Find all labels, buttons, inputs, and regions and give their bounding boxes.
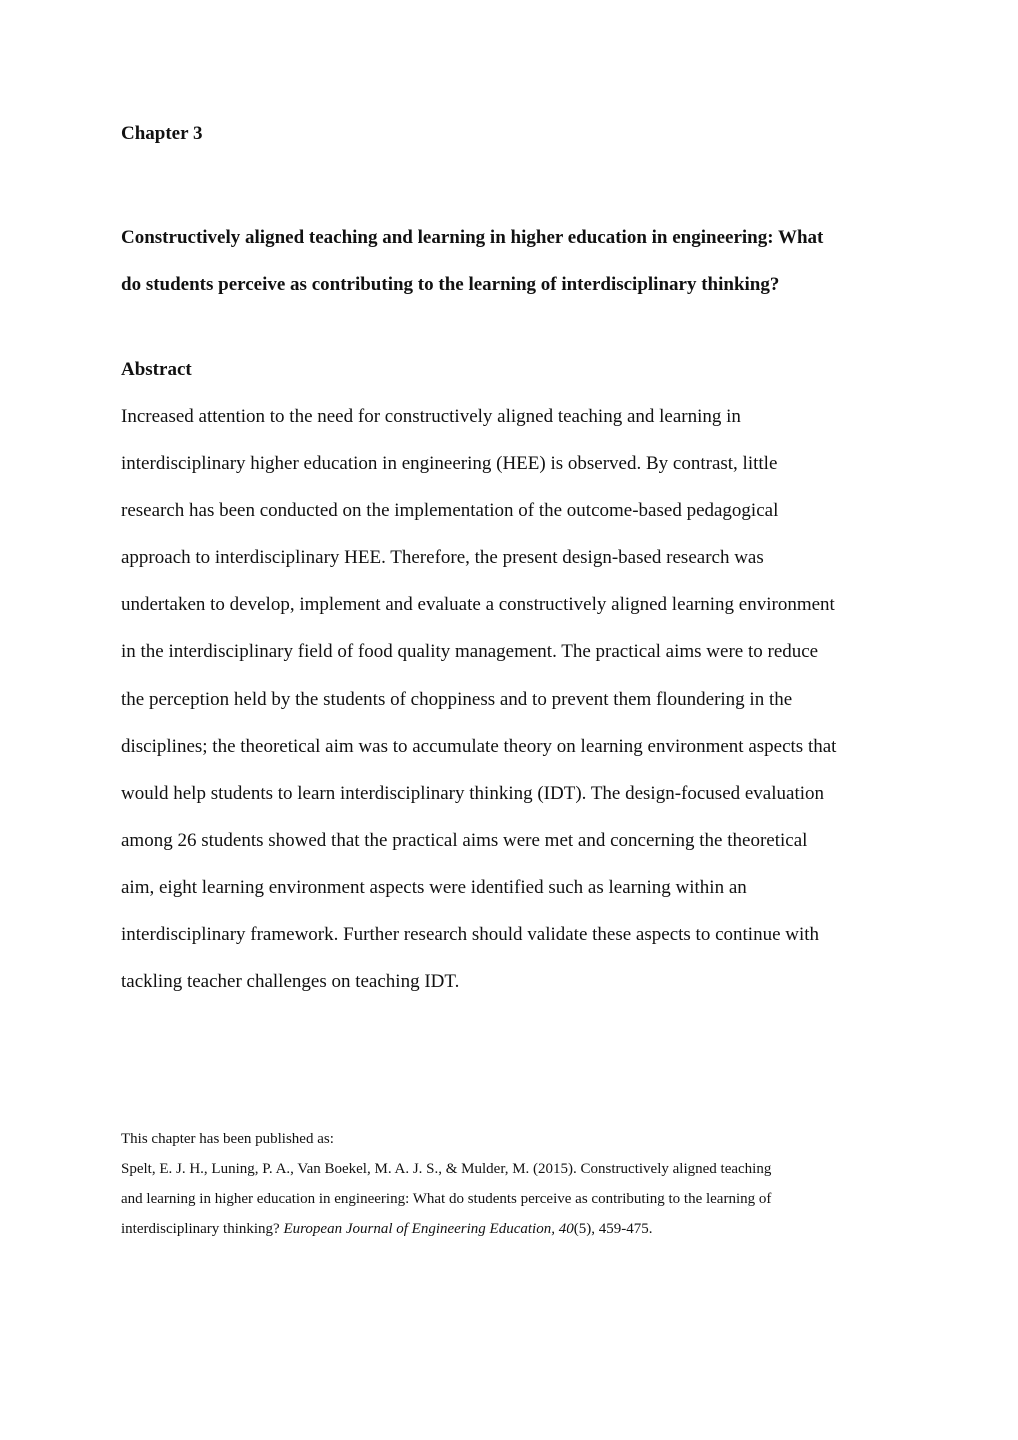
chapter-title — [121, 214, 911, 308]
abstract-line: Increased attention to the need for constructively aligned teaching and learning in — [121, 406, 741, 427]
journal-name: European Journal of Engineering Education, — [283, 1221, 559, 1237]
chapter-title-line: Constructively aligned teaching and learning in higher education in engineering: What — [121, 227, 824, 248]
chapter-title-line: do students perceive as contributing to the learning of interdisciplinary thinking? — [121, 274, 780, 295]
abstract-line: interdisciplinary framework. Further research should validate these aspects to continue with — [121, 924, 820, 946]
abstract-line: disciplines; the theoretical aim was to accumulate theory on learning environment aspects that — [121, 735, 837, 757]
chapter-label: Chapter 3 — [121, 123, 203, 144]
abstract-line: research has been conducted on the implementation of the outcome-based pedagogical — [121, 500, 779, 522]
abstract-line: tackling teacher challenges on teaching IDT. — [121, 971, 460, 993]
abstract-line: in the interdisciplinary field of food quality management. The practical aims were to reduce — [121, 641, 819, 663]
publication-intro: This chapter has been published as: — [121, 1131, 334, 1147]
abstract-heading: Abstract — [121, 359, 192, 380]
abstract-line: the perception held by the students of choppiness and to prevent them floundering in the — [121, 688, 793, 710]
citation-line — [121, 1214, 901, 1244]
abstract-line: approach to interdisciplinary HEE. Therefore, the present design-based research was — [121, 547, 764, 569]
abstract-line: interdisciplinary higher education in engineering (HEE) is observed. By contrast, little — [121, 453, 778, 475]
abstract-body — [121, 393, 921, 1005]
citation-line: and learning in higher education in engineering: What do students perceive as contributing to the learning of — [121, 1191, 772, 1207]
citation-line: Spelt, E. J. H., Luning, P. A., Van Boekel, M. A. J. S., & Mulder, M. (2015). Constructively aligned teaching — [121, 1161, 772, 1177]
abstract-line: would help students to learn interdisciplinary thinking (IDT). The design-focused evaluation — [121, 782, 825, 804]
abstract-line: undertaken to develop, implement and evaluate a constructively aligned learning environment — [121, 594, 835, 616]
abstract-line: aim, eight learning environment aspects were identified such as learning within an — [121, 876, 747, 898]
citation-text: interdisciplinary thinking? — [121, 1221, 284, 1237]
journal-volume: 40 — [558, 1221, 574, 1237]
abstract-line: among 26 students showed that the practical aims were met and concerning the theoretical — [121, 829, 808, 851]
publication-note — [121, 1124, 901, 1244]
journal-issue-pages: (5), 459-475. — [573, 1221, 653, 1237]
